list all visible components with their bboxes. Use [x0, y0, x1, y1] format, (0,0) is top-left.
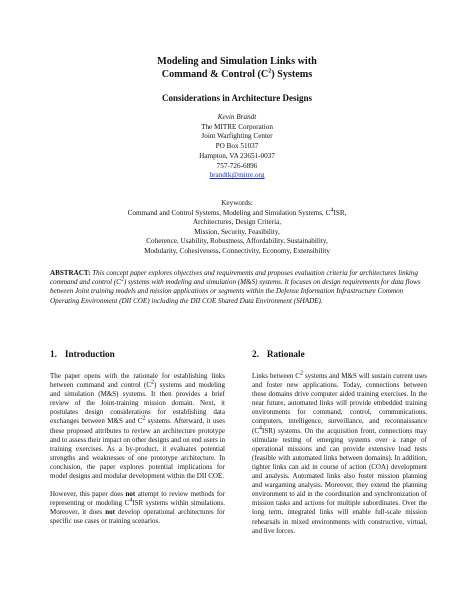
keywords-line-1-text: Command and Control Systems, Modeling and Simulation Systems, C [127, 208, 331, 217]
rationale-paragraph-1 [252, 372, 427, 536]
rationale-p1-a: Links between C [252, 372, 300, 380]
keywords-block [60, 199, 414, 257]
keywords-superscript: 4 [330, 207, 334, 214]
section-rationale [252, 349, 427, 545]
title-line-2-end: ) Systems [271, 69, 313, 80]
paper-title [60, 55, 414, 81]
author-email-link[interactable]: brandtk@mitre.org [209, 171, 265, 180]
title-line-2 [60, 68, 414, 81]
intro-p2-sup: 4 [129, 497, 133, 504]
intro-p2-d: develop operational architectures for specific use cases or training scenarios. [50, 508, 226, 526]
author-center: Joint Warfighting Center [201, 132, 273, 141]
title-line-2-text: Command & Control (C [161, 69, 269, 80]
intro-p2-c: ISR systems within simulations. Moreover, it does [50, 499, 225, 517]
author-pobox: PO Box 51037 [215, 142, 259, 151]
intro-p2-not-1: not [125, 490, 136, 499]
intro-p1-sup-1: 2 [151, 379, 155, 386]
abstract-text-a: This concept paper explores objectives and requirements and proposes evaluation criteria for architectures linking command and control (C [50, 269, 418, 287]
intro-p1-a: The paper opens with the rationale for establishing links between command and control (C [50, 372, 225, 390]
paper-subtitle: Considerations in Architecture Designs [162, 93, 312, 103]
section-introduction [50, 349, 225, 536]
keywords-line-2: Architectures, Design Criteria, [192, 218, 282, 227]
keywords-heading: Keywords: [221, 199, 253, 207]
abstract-label: ABSTRACT: [50, 269, 91, 277]
keywords-line-1-end: ISR, [333, 208, 347, 217]
title-line-1: Modeling and Simulation Links with [157, 56, 317, 67]
introduction-paragraph-1 [50, 372, 225, 481]
intro-p1-c: systems. Afterward, it uses these proposed attributes to review an architecture prototype and to assess their impact on other designs and on end users in training exercises. As a by-product, it evaluates potential strengths and weaknesses of one prototype architecture. In conclusion, the paper explores potential implications for model designs and modular development within the DII COE. [50, 417, 225, 481]
author-email-line [120, 171, 354, 181]
abstract-superscript: 2 [120, 276, 124, 283]
rationale-p1-sup-1: 2 [299, 370, 303, 377]
keywords-line-3: Mission, Security, Feasibility, [194, 227, 280, 236]
abstract-text-b: ) systems with modeling and simulation (M&S) systems. It focuses on design requirements for data flows between Joint training models and mission applications or segments within the Defense Information Infrastructure Common Operating Environment (DII COE) including the DII COE Shared Data Environment (SHADE). [50, 278, 421, 305]
rationale-p1-b: systems and M&S will sustain current uses and foster new applications. Today, connections between these domains drive computer aided training exercises. In the near future, automated links will provide embedded training environments for command, control, communications, computers, intelligence, surveillance, and reconnaissance (C [252, 372, 427, 435]
intro-p2-b: attempt to review methods for representing or modeling C [50, 490, 225, 508]
intro-p1-b: ) systems and modeling and simulation (M&S) systems. It then provides a brief review of the Joint-training mission domain. Next, it postulates design considerations for establishing data exchanges between M&S and C [50, 381, 225, 426]
author-name: Kevin Brandt [217, 113, 257, 121]
rationale-p1-c: ISR) systems. On the acquisition front, connections may stimulate testing of emerging systems over a range of operational missions and can provide extensive load tests (feasible with automated links between domains). In addition, tighter links can aid in course of action (COA) development and analysis. Automated links also foster mission planning and wargaming analysis. Moreover, they extend the planning environment to aid in the coordination and synchronization of mission tasks and actions for multiple subordinates. Over the long term, integrated links will enable full-scale mission rehearsals in mixed environments with constructive, virtual, and live forces. [252, 426, 427, 535]
keywords-line-4: Coherence, Usability, Robustness, Affordability, Sustainability, [146, 237, 328, 246]
introduction-heading [50, 349, 225, 359]
introduction-number: 1. [50, 349, 57, 359]
author-phone: 757-726-6896 [216, 161, 258, 170]
rationale-heading [252, 349, 427, 359]
author-organization: The MITRE Corporation [201, 122, 273, 131]
introduction-title: Introduction [64, 349, 115, 359]
introduction-paragraph-2 [50, 490, 225, 526]
author-block [120, 113, 354, 181]
rationale-title: Rationale [266, 349, 305, 359]
intro-p2-not-2: not [105, 508, 115, 517]
keywords-line-1 [60, 209, 414, 219]
intro-p2-a: However, this paper does [50, 490, 126, 499]
author-city: Hampton, VA 23651-0037 [199, 151, 275, 160]
title-superscript: 2 [268, 68, 272, 75]
abstract-block [50, 269, 426, 306]
intro-p1-sup-2: 2 [142, 416, 146, 423]
rationale-p1-sup-2: 4 [259, 425, 262, 432]
rationale-number: 2. [252, 349, 259, 359]
keywords-line-5: Modularity, Cohesiveness, Connectivity, Economy, Extensibility [144, 246, 330, 255]
